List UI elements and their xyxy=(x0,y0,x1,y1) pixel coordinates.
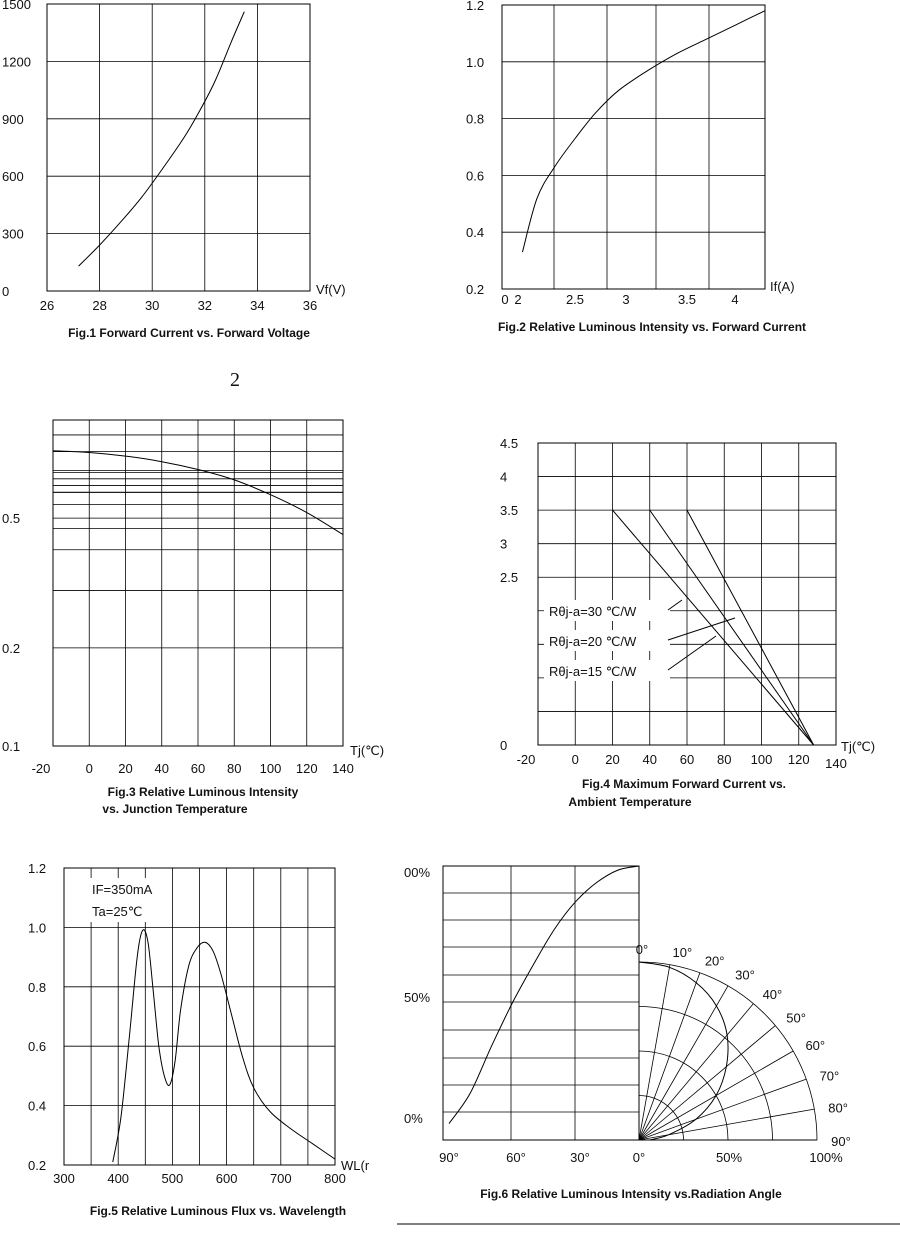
fig6-angle-label: 90° xyxy=(831,1134,851,1149)
fig3-x-tick: 20 xyxy=(118,761,133,776)
fig4-x-tick: 0 xyxy=(571,752,579,767)
fig5-annotation-temp: Ta=25℃ xyxy=(92,904,143,919)
fig4-y-tick: 3.5 xyxy=(500,503,519,519)
fig5-x-tick: 600 xyxy=(215,1171,238,1186)
fig1-title: Fig.1 Forward Current vs. Forward Voltage xyxy=(68,326,310,340)
fig2-y-tick: 1.2 xyxy=(466,0,485,13)
fig3-x-tick: 0 xyxy=(85,761,93,776)
fig5-title: Fig.5 Relative Luminous Flux vs. Wavelength xyxy=(89,1204,347,1218)
fig6-angle-label: 30° xyxy=(735,967,755,983)
fig6-polar-curve xyxy=(639,962,728,1140)
fig3-x-tick: 80 xyxy=(227,761,242,776)
fig2-y-tick: 0.8 xyxy=(466,111,485,127)
fig3-y-tick: 0.2 xyxy=(2,640,21,656)
fig2-grid xyxy=(502,5,765,289)
fig4-derating-line-1 xyxy=(650,510,814,745)
fig3-ticks xyxy=(2,511,354,776)
fig4-derating-line-0 xyxy=(613,510,814,745)
fig1-grid xyxy=(47,4,310,291)
fig3-title: Fig.3 Relative Luminous Intensity xyxy=(107,785,299,799)
fig5-y-tick: 0.4 xyxy=(28,1098,47,1114)
fig1-chart xyxy=(2,0,346,340)
fig1-x-tick: 32 xyxy=(197,298,213,313)
fig6-x-tick-left: 0° xyxy=(632,1150,646,1165)
fig5-x-tick: 400 xyxy=(107,1171,130,1186)
fig1-y-tick: 1500 xyxy=(2,0,31,12)
fig1-x-tick: 28 xyxy=(92,298,107,313)
fig5-y-tick: 0.8 xyxy=(28,979,47,995)
fig6-x-tick-left: 30° xyxy=(570,1150,590,1165)
fig4-annotation-20: Rθj-a=20 ℃/W xyxy=(549,634,637,649)
fig2-y-tick: 0.6 xyxy=(466,168,485,184)
fig3-x-tick: 40 xyxy=(154,761,169,776)
fig5-x-tick: 300 xyxy=(53,1171,75,1186)
fig6-angle-label: 60° xyxy=(805,1038,826,1053)
fig6-chart xyxy=(404,865,851,1201)
fig6-left-frame xyxy=(443,866,639,1140)
fig3-y-tick: 0.5 xyxy=(2,511,21,527)
fig1-frame xyxy=(47,4,310,291)
fig3-x-tick: -20 xyxy=(31,761,51,776)
fig1-x-tick: 36 xyxy=(302,298,318,313)
fig5-x-tick: 700 xyxy=(269,1171,292,1186)
fig4-leader-2 xyxy=(668,618,735,640)
fig6-ticks xyxy=(404,865,851,1165)
fig6-angle-label: 40° xyxy=(762,986,783,1002)
page-number: 2 xyxy=(230,369,240,391)
fig6-angle-label: 20° xyxy=(704,953,725,969)
fig1-y-tick: 1200 xyxy=(2,54,31,70)
fig2-x-tick: 0 xyxy=(501,292,509,307)
fig4-x-tick: 100 xyxy=(750,752,773,767)
fig2-curve xyxy=(522,11,765,252)
fig1-series xyxy=(79,12,245,266)
fig5-x-tick: 800 xyxy=(324,1171,346,1186)
fig2-frame xyxy=(502,5,765,289)
fig5-x-label: WL(r xyxy=(341,1158,370,1173)
fig2-series xyxy=(522,11,765,252)
fig6-y-tick: 0% xyxy=(404,1111,423,1126)
fig4-series xyxy=(613,510,814,745)
fig5-y-tick: 1.2 xyxy=(28,861,47,876)
fig2-ticks xyxy=(466,0,739,307)
fig5-chart xyxy=(28,861,370,1218)
fig1-x-tick: 30 xyxy=(144,298,160,313)
fig4-subtitle: Ambient Temperature xyxy=(568,795,692,809)
fig2-x-tick: 4 xyxy=(731,292,739,307)
fig4-y-tick: 2.5 xyxy=(500,570,519,586)
fig1-x-label: Vf(V) xyxy=(316,282,346,297)
fig6-x-tick-left: 60° xyxy=(506,1150,526,1165)
fig6-title: Fig.6 Relative Luminous Intensity vs.Radiation Angle xyxy=(480,1187,782,1201)
fig1-ticks xyxy=(2,0,317,313)
fig6-x-tick-right: 100% xyxy=(809,1150,843,1165)
fig3-x-tick: 100 xyxy=(259,761,282,776)
fig1-y-tick: 600 xyxy=(2,169,24,185)
fig6-angle-label: 10° xyxy=(672,944,693,960)
fig5-y-tick: 1.0 xyxy=(28,920,47,936)
fig3-y-tick: 0.1 xyxy=(2,739,21,754)
fig6-y-tick: 00% xyxy=(404,865,431,880)
fig5-y-tick: 0.6 xyxy=(28,1039,47,1055)
fig2-chart xyxy=(466,0,806,334)
fig3-x-tick: 60 xyxy=(190,761,206,776)
fig6-angle-label: 80° xyxy=(828,1100,848,1116)
fig6-grid xyxy=(443,866,817,1140)
fig2-y-tick: 1.0 xyxy=(466,54,485,70)
fig6-y-tick: 50% xyxy=(404,990,431,1005)
fig4-annotation-15: Rθj-a=15 ℃/W xyxy=(549,664,637,679)
fig2-x-tick: 3 xyxy=(622,292,630,307)
fig5-annotation-current: IF=350mA xyxy=(92,882,153,897)
fig3-chart xyxy=(2,420,384,816)
fig4-x-tick: 60 xyxy=(679,752,695,767)
fig1-x-tick: 26 xyxy=(39,298,55,313)
fig4-leader-1 xyxy=(668,600,682,610)
fig6-x-tick-right: 50% xyxy=(715,1150,743,1165)
fig4-x-tick: 120 xyxy=(787,752,810,767)
fig4-y-tick: 4 xyxy=(500,469,508,485)
fig4-y-tick: 0 xyxy=(500,738,508,753)
fig4-x-tick: -20 xyxy=(516,752,536,767)
fig5-ticks xyxy=(28,861,346,1186)
fig4-x-tick: 140 xyxy=(825,756,847,771)
fig2-y-tick: 0.4 xyxy=(466,225,485,241)
fig1-y-tick: 0 xyxy=(2,284,10,299)
fig6-angle-label: 0° xyxy=(635,942,649,957)
fig4-x-tick: 80 xyxy=(717,752,732,767)
fig1-x-tick: 34 xyxy=(250,298,265,313)
fig6-x-tick-left: 90° xyxy=(439,1150,459,1165)
fig5-y-tick: 0.2 xyxy=(28,1158,47,1173)
fig4-y-tick: 3 xyxy=(500,536,508,552)
fig3-grid xyxy=(53,420,343,746)
fig6-angle-label: 50° xyxy=(786,1010,806,1026)
fig1-curve xyxy=(79,12,245,266)
fig4-y-tick: 4.5 xyxy=(500,436,519,451)
fig2-x-tick: 2.5 xyxy=(565,292,585,307)
fig2-x-label: If(A) xyxy=(770,279,795,294)
fig3-subtitle: vs. Junction Temperature xyxy=(102,802,248,816)
fig6-series xyxy=(449,866,728,1140)
fig4-chart xyxy=(500,436,875,809)
fig2-y-tick: 0.2 xyxy=(466,282,485,297)
fig3-x-tick: 120 xyxy=(295,761,318,776)
fig4-title: Fig.4 Maximum Forward Current vs. xyxy=(581,777,787,791)
fig4-x-label: Tj(℃) xyxy=(841,739,876,754)
fig2-x-tick: 3.5 xyxy=(677,292,697,307)
fig3-x-label: Tj(℃) xyxy=(350,743,385,758)
fig4-x-tick: 40 xyxy=(642,752,657,767)
fig2-x-tick: 2 xyxy=(514,292,522,307)
fig5-x-tick: 500 xyxy=(161,1171,184,1186)
fig6-angle-label: 70° xyxy=(819,1068,840,1084)
fig4-x-tick: 20 xyxy=(605,752,620,767)
fig4-grid xyxy=(538,443,836,745)
fig4-leader-3 xyxy=(668,636,716,670)
fig2-title: Fig.2 Relative Luminous Intensity vs. Forward Current xyxy=(497,320,807,334)
fig3-x-tick: 140 xyxy=(332,761,354,776)
fig1-y-tick: 300 xyxy=(2,226,24,242)
fig4-annotation-30: Rθj-a=30 ℃/W xyxy=(549,604,637,619)
fig1-y-tick: 900 xyxy=(2,111,24,127)
